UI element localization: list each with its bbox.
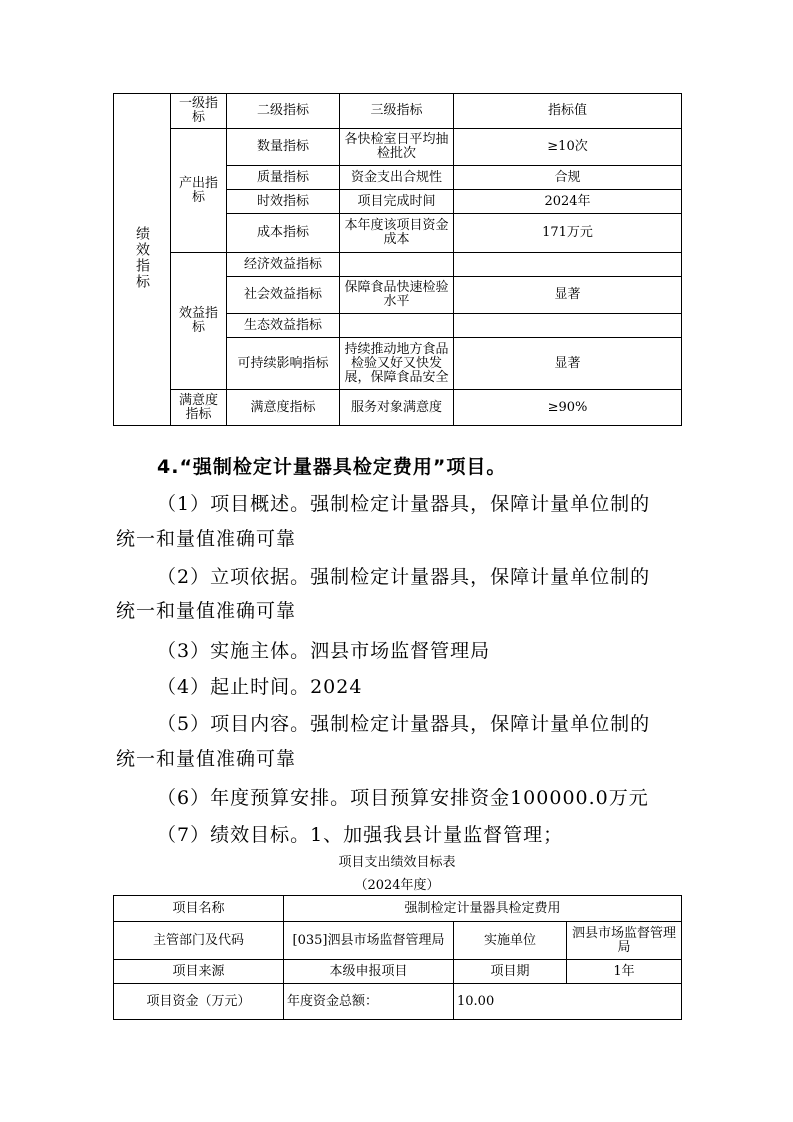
table-row bbox=[114, 896, 682, 922]
project-target-table bbox=[113, 895, 682, 1020]
section-heading: 4.“强制检定计量器具检定费用”项目。 bbox=[157, 456, 507, 478]
cell-value: ≥90% bbox=[454, 390, 682, 426]
cell-l3: 持续推动地方食品检验又好又快发展，保障食品安全 bbox=[340, 338, 454, 390]
table-row bbox=[114, 253, 682, 277]
header-level1: 一级指标 bbox=[171, 94, 227, 129]
cell-l3: 本年度该项目资金成本 bbox=[340, 214, 454, 253]
cell-value bbox=[454, 253, 682, 277]
cell-l3: 项目完成时间 bbox=[340, 190, 454, 214]
source-label: 项目来源 bbox=[114, 960, 284, 984]
cell-l2: 社会效益指标 bbox=[227, 277, 340, 314]
fund-label: 项目资金（万元） bbox=[114, 984, 284, 1020]
period-value: 1年 bbox=[567, 960, 682, 984]
group-label: 绩效指标 bbox=[134, 225, 150, 290]
impl-label: 实施单位 bbox=[454, 922, 567, 960]
paragraph-2-line-2: 统一和量值准确可靠 bbox=[116, 600, 297, 622]
header-level2: 二级指标 bbox=[227, 94, 340, 129]
dept-value: [035]泗县市场监督管理局 bbox=[284, 922, 454, 960]
paragraph-1-line-1: （1）项目概述。强制检定计量器具，保障计量单位制的 bbox=[157, 493, 651, 515]
cell-l3: 服务对象满意度 bbox=[340, 390, 454, 426]
cell-l2: 满意度指标 bbox=[227, 390, 340, 426]
header-value: 指标值 bbox=[454, 94, 682, 129]
cell-l2: 时效指标 bbox=[227, 190, 340, 214]
cell-value: 显著 bbox=[454, 338, 682, 390]
dept-label: 主管部门及代码 bbox=[114, 922, 284, 960]
paragraph-1-line-2: 统一和量值准确可靠 bbox=[116, 528, 297, 550]
paragraph-5-line-1: （5）项目内容。强制检定计量器具，保障计量单位制的 bbox=[157, 713, 651, 735]
paragraph-5-line-2: 统一和量值准确可靠 bbox=[116, 748, 297, 770]
table2-year: （2024年度） bbox=[354, 878, 440, 893]
fund-total-value: 10.00 bbox=[454, 984, 682, 1020]
satisfaction-label: 满意度指标 bbox=[171, 390, 227, 426]
project-name-label: 项目名称 bbox=[114, 896, 284, 922]
table-row bbox=[114, 922, 682, 960]
table-row bbox=[114, 390, 682, 426]
impl-value: 泗县市场监督管理局 bbox=[567, 922, 682, 960]
paragraph-7: （7）绩效目标。1、加强我县计量监督管理； bbox=[157, 824, 564, 846]
table-row bbox=[114, 129, 682, 166]
performance-indicator-table bbox=[113, 93, 682, 426]
cell-l2: 生态效益指标 bbox=[227, 314, 340, 338]
table-row bbox=[114, 984, 682, 1020]
cell-value: 合规 bbox=[454, 166, 682, 190]
cell-l2: 可持续影响指标 bbox=[227, 338, 340, 390]
cell-value: 显著 bbox=[454, 277, 682, 314]
paragraph-2-line-1: （2）立项依据。强制检定计量器具，保障计量单位制的 bbox=[157, 566, 651, 588]
paragraph-4: （4）起止时间。2024 bbox=[157, 676, 363, 698]
cell-value: 171万元 bbox=[454, 214, 682, 253]
cell-value: ≥10次 bbox=[454, 129, 682, 166]
source-value: 本级申报项目 bbox=[284, 960, 454, 984]
benefit-label: 效益指标 bbox=[171, 253, 227, 390]
cell-l2: 成本指标 bbox=[227, 214, 340, 253]
project-name: 强制检定计量器具检定费用 bbox=[284, 896, 682, 922]
cell-l3: 保障食品快速检验水平 bbox=[340, 277, 454, 314]
period-label: 项目期 bbox=[454, 960, 567, 984]
paragraph-3: （3）实施主体。泗县市场监督管理局 bbox=[157, 640, 491, 662]
fund-total-label: 年度资金总额： bbox=[284, 984, 454, 1020]
table-row bbox=[114, 960, 682, 984]
cell-l3 bbox=[340, 314, 454, 338]
cell-l2: 质量指标 bbox=[227, 166, 340, 190]
cell-l3: 资金支出合规性 bbox=[340, 166, 454, 190]
cell-value bbox=[454, 314, 682, 338]
cell-value: 2024年 bbox=[454, 190, 682, 214]
table2-title: 项目支出绩效目标表 bbox=[338, 855, 456, 870]
cell-l2: 经济效益指标 bbox=[227, 253, 340, 277]
cell-l2: 数量指标 bbox=[227, 129, 340, 166]
cell-l3 bbox=[340, 253, 454, 277]
group-cell bbox=[114, 94, 171, 426]
output-label: 产出指标 bbox=[171, 129, 227, 253]
cell-l3: 各快检室日平均抽检批次 bbox=[340, 129, 454, 166]
paragraph-6: （6）年度预算安排。项目预算安排资金100000.0万元 bbox=[157, 787, 649, 809]
header-level3: 三级指标 bbox=[340, 94, 454, 129]
